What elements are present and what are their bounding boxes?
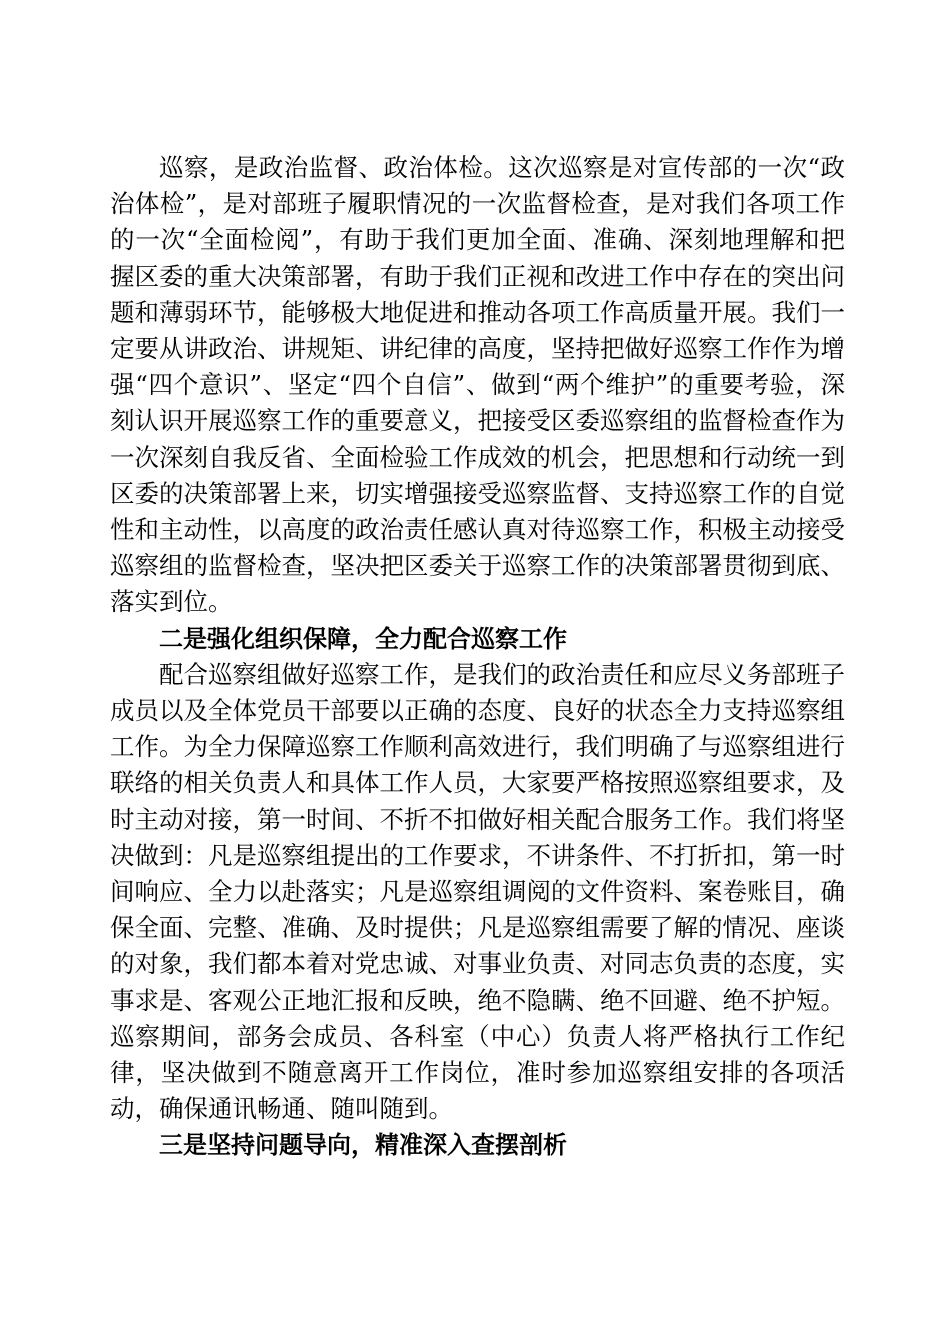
section-heading: 三是坚持问题导向，精准深入查摆剖析 [159, 1131, 567, 1160]
document-page [110, 150, 845, 1164]
section-heading: 二是强化组织保障，全力配合巡察工作 [159, 624, 567, 653]
body-paragraph: 配合巡察组做好巡察工作，是我们的政治责任和应尽义务部班子成员以及全体党员干部要以正确的态度、良好的状态全力支持巡察组工作。为全力保障巡察工作顺利高效进行，我们明确了与巡察组进行联络的相关负责人和具体工作人员，大家要严格按照巡察组要求，及时主动对接，第一时间、不折不扣做好相关配合服务工作。我们将坚决做到：凡是巡察组提出的工作要求，不讲条件、不打折扣，第一时间响应、全力以赴落实；凡是巡察组调阅的文件资料、案卷账目，确保全面、完整、准确、及时提供；凡是巡察组需要了解的情况、座谈的对象，我们都本着对党忠诚、对事业负责、对同志负责的态度，实事求是、客观公正地汇报和反映，绝不隐瞒、绝不回避、绝不护短。巡察期间，部务会成员、各科室（中心）负责人将严格执行工作纪律，坚决做到不随意离开工作岗位，准时参加巡察组安排的各项活动，确保通讯畅通、随叫随到。 [110, 659, 845, 1124]
body-paragraph: 巡察，是政治监督、政治体检。这次巡察是对宣传部的一次“政治体检”，是对部班子履职情况的一次监督检查，是对我们各项工作的一次“全面检阅”，有助于我们更加全面、准确、深刻地理解和把握区委的重大决策部署，有助于我们正视和改进工作中存在的突出问题和薄弱环节，能够极大地促进和推动各项工作高质量开展。我们一定要从讲政治、讲规矩、讲纪律的高度，坚持把做好巡察工作作为增强“四个意识”、坚定“四个自信”、做到“两个维护”的重要考验，深刻认识开展巡察工作的重要意义，把接受区委巡察组的监督检查作为一次深刻自我反省、全面检验工作成效的机会，把思想和行动统一到区委的决策部署上来，切实增强接受巡察监督、支持巡察工作的自觉性和主动性，以高度的政治责任感认真对待巡察工作，积极主动接受巡察组的监督检查，坚决把区委关于巡察工作的决策部署贯彻到底、落实到位。 [110, 153, 845, 617]
